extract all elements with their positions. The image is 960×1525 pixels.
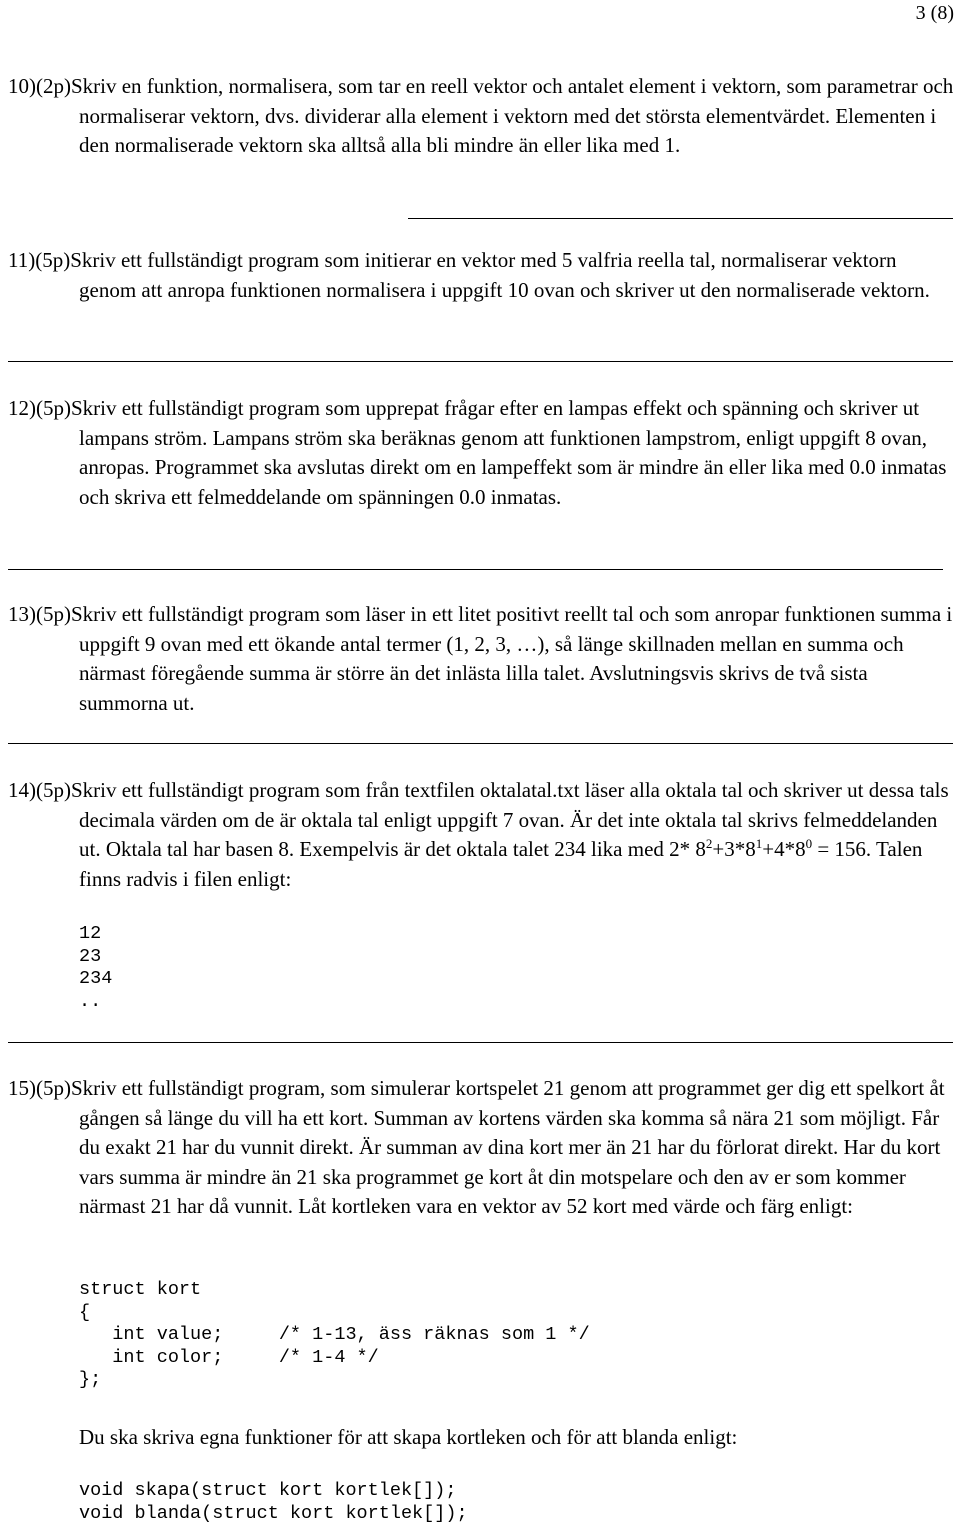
q14-term: +3*8: [712, 837, 756, 861]
divider: [408, 218, 953, 219]
instruction-text: Du ska skriva egna funktioner för att skapa kortleken och för att blanda enligt:: [79, 1425, 738, 1449]
page-number: 3 (8): [915, 2, 954, 24]
question-14: [8, 776, 956, 894]
file-content-example: 12 23 234 ..: [79, 923, 113, 1012]
question-12: 12)(5p)Skriv ett fullständigt program som upprepat frågar efter en lampas effekt och spänning och skriver ut lampans ström. Lampans ström ska beräknas genom att funktionen lampstrom, enligt uppgift 8 ovan, anropas. Programmet ska avslutas direkt om en lampeffekt som är mindre än eller lika med 0.0 inmatas och skriva ett felmeddelande om spänningen 0.0 inmatas.: [8, 396, 947, 509]
q14-text-end: = 156. Talen finns radvis i filen enligt:: [79, 837, 923, 891]
q14-term: +4*8: [762, 837, 806, 861]
divider: [8, 1042, 953, 1043]
function-code-block: void skapa(struct kort kortlek[]); void blanda(struct kort kortlek[]);: [79, 1480, 468, 1524]
exponent: 0: [805, 836, 813, 851]
exponent: 1: [755, 836, 763, 851]
divider: [8, 361, 953, 362]
q14-text-start: 14)(5p)Skriv ett fullständigt program som från textfilen oktalatal.txt läser alla oktala tal och skriver ut dessa tals decimala värden om de är oktala tal enligt uppgift 7 ovan. Är det inte oktala tal skrivs felmeddelanden ut. Oktala tal har basen 8. Exempelvis är det oktala talet 234 lika med 2* 8: [8, 778, 949, 861]
question-10: 10)(2p)Skriv en funktion, normalisera, som tar en reell vektor och antalet element i vektorn, som parametrar och normaliserar vektorn, dvs. dividerar alla element i vektorn med det största elementvärdet. Elementen i den normaliserade vektorn ska alltså alla bli mindre än eller lika med 1.: [8, 74, 954, 157]
exponent: 2: [705, 836, 713, 851]
question-11: 11)(5p)Skriv ett fullständigt program som initierar en vektor med 5 valfria reella tal, normaliserar vektorn genom att anropa funktionen normalisera i uppgift 10 ovan och skriver ut den normaliserade vektorn.: [8, 248, 930, 302]
question-13: 13)(5p)Skriv ett fullständigt program som läser in ett litet positivt reellt tal och som anropar funktionen summa i uppgift 9 ovan med ett ökande antal termer (1, 2, 3, …), så länge skillnaden mellan en summa och närmast föregående summa är större än det inlästa lilla talet. Avslutningsvis skrivs de två sista summorna ut.: [8, 602, 953, 715]
struct-code-block: struct kort { int value; /* 1-13, äss räknas som 1 */ int color; /* 1-4 */ };: [79, 1279, 590, 1390]
divider: [8, 569, 943, 570]
question-15: 15)(5p)Skriv ett fullständigt program, som simulerar kortspelet 21 genom att programmet ger dig ett spelkort åt gången så länge du vill ha ett kort. Summan av kortens värden ska komma så nära 21 som möjligt. Får du exakt 21 har du vunnit direkt. Är summan av dina kort mer än 21 har du förlorat direkt. Har du kort vars summa är mindre än 21 ska programmet ge kort åt din motspelare och den av er som kommer närmast 21 har då vunnit. Låt kortleken vara en vektor av 52 kort med värde och färg enligt:: [8, 1076, 945, 1218]
divider: [8, 743, 953, 744]
